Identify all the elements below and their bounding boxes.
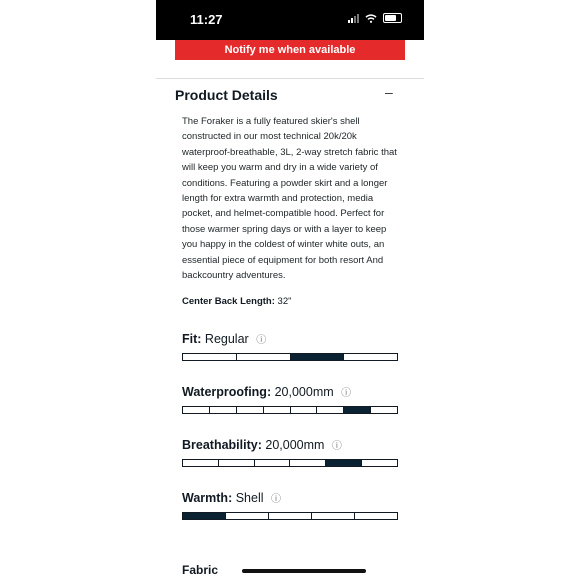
scale-segment [355,513,397,519]
scale-segment [183,407,210,413]
scale-segment [237,407,264,413]
center-back-length-label: Center Back Length: [182,296,275,307]
scale-segment [219,460,255,466]
waterproofing-label: Waterproofing: [182,385,272,399]
collapse-minus-icon[interactable]: – [385,84,393,100]
fit-value: Regular [204,332,249,346]
center-back-length [182,296,292,307]
info-circle-icon[interactable]: ⓘ [341,388,352,399]
fit-scale-bar [182,353,398,361]
warmth-label: Warmth: [182,491,233,505]
info-circle-icon[interactable]: ⓘ [271,494,281,505]
fabric-section-title[interactable]: Fabric [182,563,219,577]
scale-segment [183,460,219,466]
scale-segment [344,354,397,360]
warmth-value: Shell [235,491,264,505]
breathability-scale-bar [182,459,398,467]
warmth-scale-bar [182,512,398,520]
fit-label: Fit: [182,332,202,346]
scale-segment [371,407,397,413]
fit-label-row [182,331,266,346]
section-divider [156,78,424,79]
waterproofing-label-row [182,384,351,399]
scale-segment [255,460,291,466]
status-bar [156,0,424,40]
scale-segment [183,354,237,360]
waterproofing-scale-bar [182,406,398,414]
scale-segment [269,513,312,519]
breathability-value: 20,000mm [265,438,325,452]
waterproofing-value: 20,000mm [274,385,334,399]
scale-segment [291,407,318,413]
notify-when-available-button[interactable]: Notify me when available [175,40,405,60]
scale-segment [210,407,237,413]
warmth-label-row [182,490,281,505]
phone-screen [156,0,424,580]
home-indicator[interactable] [242,569,366,573]
scale-segment [291,354,345,360]
wifi-icon [365,14,377,23]
scale-segment [317,407,344,413]
product-description: The Foraker is a fully featured skier's shell constructed in our most technical 20k/20k waterproof-breathable, 3L, 2-way stretch fabric that will keep you warm and dry in a wide variety of conditions. Featuring a powder skirt and a longer length for extra warmth and protection, media pocket, and helmet-compatible hood. Perfect for those warmer spring days or with a layer to keep you happy in the coldest of winter white outs, an essential piece of equipment for both resort And backcountry adventures. [182,116,397,282]
info-circle-icon[interactable]: ⓘ [331,441,342,452]
scale-segment [312,513,355,519]
scale-segment [183,513,226,519]
scale-segment [344,407,371,413]
battery-icon [383,13,402,23]
product-details-title: Product Details [175,87,278,103]
breathability-label-row [182,437,342,452]
scale-segment [326,460,362,466]
status-icons [348,13,402,23]
status-time: 11:27 [190,12,223,27]
scale-segment [264,407,291,413]
center-back-length-value: 32" [277,296,292,307]
info-circle-icon[interactable]: ⓘ [256,335,267,346]
cellular-signal-icon [348,14,359,23]
scale-segment [226,513,269,519]
scale-segment [237,354,291,360]
scale-segment [362,460,397,466]
scale-segment [290,460,326,466]
breathability-label: Breathability: [182,438,262,452]
